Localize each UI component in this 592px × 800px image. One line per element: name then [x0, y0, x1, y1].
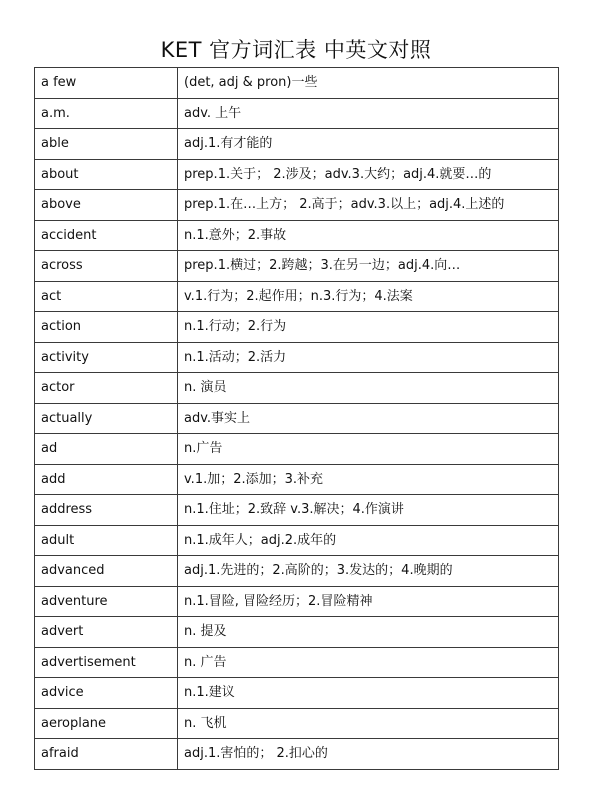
meaning-cell: prep.1.在…上方； 2.高于；adv.3.以上；adj.4.上述的 — [178, 190, 559, 221]
word-cell: actually — [35, 403, 178, 434]
word-cell: across — [35, 251, 178, 282]
table-row — [35, 708, 559, 739]
word-cell: advice — [35, 678, 178, 709]
meaning-cell: n.1.冒险, 冒险经历；2.冒险精神 — [178, 586, 559, 617]
word-cell: afraid — [35, 739, 178, 770]
word-cell: advert — [35, 617, 178, 648]
table-row — [35, 98, 559, 129]
word-cell: act — [35, 281, 178, 312]
word-cell: a few — [35, 68, 178, 99]
page-title: KET 官方词汇表 中英文对照 — [160, 38, 432, 62]
table-row — [35, 342, 559, 373]
meaning-cell: n. 飞机 — [178, 708, 559, 739]
meaning-cell: n. 提及 — [178, 617, 559, 648]
table-row — [35, 220, 559, 251]
meaning-cell: adj.1.害怕的； 2.扣心的 — [178, 739, 559, 770]
word-cell: add — [35, 464, 178, 495]
meaning-cell: prep.1.关于； 2.涉及；adv.3.大约；adj.4.就要…的 — [178, 159, 559, 190]
table-row — [35, 190, 559, 221]
meaning-cell: n. 广告 — [178, 647, 559, 678]
word-cell: adult — [35, 525, 178, 556]
table-row — [35, 68, 559, 99]
meaning-cell: n.1.活动；2.活力 — [178, 342, 559, 373]
table-row — [35, 647, 559, 678]
word-cell: activity — [35, 342, 178, 373]
meaning-cell: n.1.住址；2.致辞 v.3.解决；4.作演讲 — [178, 495, 559, 526]
table-row — [35, 525, 559, 556]
table-row — [35, 251, 559, 282]
table-row — [35, 373, 559, 404]
vocabulary-table — [34, 67, 559, 770]
meaning-cell: v.1.行为；2.起作用；n.3.行为；4.法案 — [178, 281, 559, 312]
meaning-cell: adv. 上午 — [178, 98, 559, 129]
table-row — [35, 617, 559, 648]
table-row — [35, 434, 559, 465]
meaning-cell: (det, adj & pron)一些 — [178, 68, 559, 99]
table-row — [35, 495, 559, 526]
meaning-cell: n.1.成年人；adj.2.成年的 — [178, 525, 559, 556]
table-row — [35, 129, 559, 160]
meaning-cell: n. 演员 — [178, 373, 559, 404]
word-cell: able — [35, 129, 178, 160]
vocabulary-table-body — [35, 68, 559, 770]
word-cell: advanced — [35, 556, 178, 587]
meaning-cell: adv.事实上 — [178, 403, 559, 434]
table-row — [35, 281, 559, 312]
word-cell: address — [35, 495, 178, 526]
word-cell: aeroplane — [35, 708, 178, 739]
word-cell: action — [35, 312, 178, 343]
word-cell: a.m. — [35, 98, 178, 129]
meaning-cell: n.1.意外；2.事故 — [178, 220, 559, 251]
meaning-cell: n.1.建议 — [178, 678, 559, 709]
meaning-cell: n.1.行动；2.行为 — [178, 312, 559, 343]
word-cell: advertisement — [35, 647, 178, 678]
word-cell: actor — [35, 373, 178, 404]
meaning-cell: adj.1.先进的；2.高阶的；3.发达的；4.晚期的 — [178, 556, 559, 587]
word-cell: accident — [35, 220, 178, 251]
table-row — [35, 159, 559, 190]
word-cell: about — [35, 159, 178, 190]
word-cell: ad — [35, 434, 178, 465]
table-row — [35, 586, 559, 617]
table-row — [35, 312, 559, 343]
table-row — [35, 464, 559, 495]
word-cell: adventure — [35, 586, 178, 617]
table-row — [35, 403, 559, 434]
word-cell: above — [35, 190, 178, 221]
meaning-cell: n.广告 — [178, 434, 559, 465]
meaning-cell: v.1.加；2.添加；3.补充 — [178, 464, 559, 495]
table-row — [35, 739, 559, 770]
table-row — [35, 678, 559, 709]
meaning-cell: prep.1.横过；2.跨越；3.在另一边；adj.4.向… — [178, 251, 559, 282]
table-row — [35, 556, 559, 587]
meaning-cell: adj.1.有才能的 — [178, 129, 559, 160]
